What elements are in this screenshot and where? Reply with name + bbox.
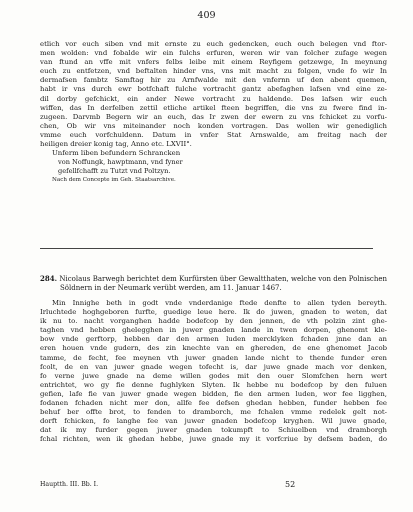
text-line: wiffen, das In derfelben zettil etliche artikel fteen begriffen, die vns zu fwere find in- xyxy=(40,103,387,112)
footer-volume: Hauptth. III. Bb. I. xyxy=(40,481,99,488)
page-number: 409 xyxy=(197,10,216,21)
signature-line: Unferm liben befundern Schrancken xyxy=(52,149,181,158)
heading-line-2: Söldnern in der Neumark verübt werden, am 11. Januar 1467. xyxy=(60,284,282,293)
text-line: habt ir vns durch ewr botfchaft fulche vortracht gantz abefaghen lafsen vnd eine ze- xyxy=(40,85,387,94)
text-line: zugeen. Darvmb Begern wir an euch, das Ir zwen der ewern zu vns fchicket zu vorfu- xyxy=(40,112,387,121)
text-line: ik nu to. nacht vorganghen hadde bodefcop by den jennen, de vth polzin zint ghe- xyxy=(40,317,387,326)
text-line: dorft fchicken, fo langhe fee van juwer gnaden bodefcop kryghen. Wil juwe gnade, xyxy=(40,417,387,426)
letter-top xyxy=(40,40,387,184)
text-line: vmme euch vorfchuldenn. Datum in vnfer Stat Arnswalde, am freitag nach der xyxy=(40,130,387,139)
text-line: dat ik my furder gegen juwer gnaden tokumpft to Schiuelben vnd dramborgh xyxy=(40,426,387,435)
text-line: tamme, de fecht, fee meynen vth juwer gnaden lande nicht to thende funder eren xyxy=(40,353,387,362)
text-line: dermafsen fambtz Samftag hir zu Arnfwalde mit den vnfernn uf den abent quemen, xyxy=(40,76,387,85)
text-line: etlich vor euch siben vnd mit ernste zu euch gedencken, euch ouch belegen vnd ftor- xyxy=(40,40,387,48)
text-line: fcolt, de en van juwer gnade wegen tofecht is, dar juwe gnade mach vor denken, xyxy=(40,362,387,371)
text-line: heiligen dreier konig tag, Anno etc. LXVII°. xyxy=(40,140,192,149)
text-line: euch zu entfetzen, vnd beftalten hinder vns, vns mit macht zu folgen, vnde fo wir In xyxy=(40,67,387,76)
source-note: Nach dem Concepte im Geh. Staatsarchive. xyxy=(52,177,176,184)
signature-line: gefellfchafft zu Tutzt vnd Poltzyn. xyxy=(58,167,171,176)
heading-text: Nicolaus Barwegh berichtet dem Kurfürsten über Gewaltthaten, welche von den Polnischen xyxy=(59,275,387,283)
section-divider xyxy=(40,248,373,249)
text-line: gefien, lafe fie van juwer gnade wegen bidden, fie den armen luden, wor fee ligghen, xyxy=(40,389,387,398)
text-line: fo verne juwe gnade na deme willen godes mit den ouer Slomfchen hern wert xyxy=(40,371,387,380)
heading-line-1 xyxy=(40,274,387,284)
text-line: fchal richten, wen ik ghedan hebbe, juwe gnade my it vorfcriue by defsem baden, do xyxy=(40,435,387,444)
signature-line: von Noffungk, hawptmann, vnd fyner xyxy=(58,158,183,167)
text-line: bow vnde gerftorp, hebben dar den armen luden mercklyken fchaden jnne dan an xyxy=(40,335,387,344)
text-line: dil dorby gefchickt, ein ander Newe vortracht zu haldende. Des lafsen wir euch xyxy=(40,94,387,103)
text-line: chen, Ob wir vns miteinander noch konden vortragen. Das wollen wir genediglich xyxy=(40,121,387,130)
text-line: entrichtet, wo gy fie denne fughlyken Slyten. Ik hebbe nu bodefcop by den fuluen xyxy=(40,380,387,389)
text-line: men wolden: vnd fobalde wir ein fulchs erfuren, weren wir van folcher zufage wegen xyxy=(40,49,387,58)
text-line: eren houen vnde gudern, des zin knechte van en ghereden, de ene ghenomet Jacob xyxy=(40,344,387,353)
entry-body xyxy=(40,299,387,445)
entry-number: 284. xyxy=(40,274,58,283)
entry-heading xyxy=(40,274,387,294)
text-line: Irluchtede hoghgeboren furfte, guedige leue here. Ik do juwen, gnaden to weten, dat xyxy=(40,308,387,317)
text-line: Min Innighe beth in godt vnde vnderdanige ftede denfte to allen tyden bereyth. xyxy=(52,299,387,307)
text-line: taghen vnd hebben ghelegghen in juwer gnaden lande in twen dorpen, ghenomt kle- xyxy=(40,326,387,335)
signature-mark: 52 xyxy=(285,480,296,489)
text-line: behuf ber offte brot, to fenden to dramborch, me fchalen vmme redelek gelt not- xyxy=(40,408,387,417)
text-line: van ftund an vffe mit vnfers felbs leibe mit einem Reyfigem getzewge, In meynung xyxy=(40,58,387,67)
text-line: fodanen fchaden nicht mer don, allfe fee defsen ghedan hebben, funder hebben fee xyxy=(40,399,387,408)
